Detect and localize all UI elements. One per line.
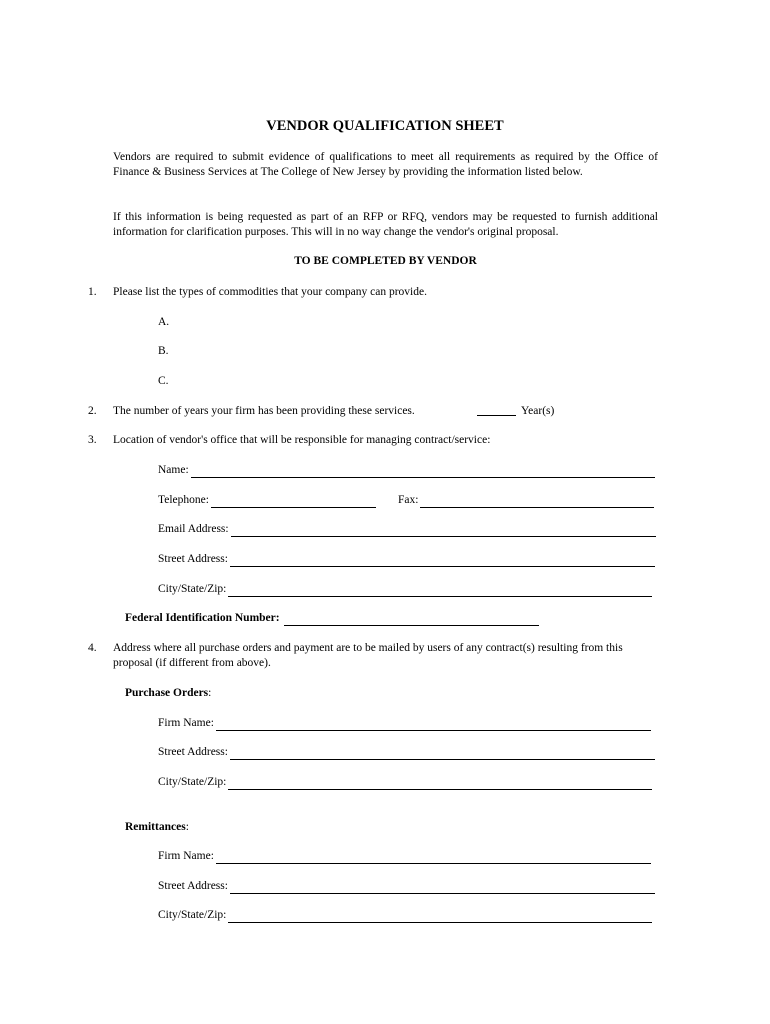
purchase-orders-heading-text: Purchase Orders bbox=[125, 687, 209, 699]
fax-row bbox=[398, 493, 654, 508]
rem-street-label: Street Address: bbox=[158, 880, 228, 892]
telephone-row bbox=[158, 493, 376, 508]
intro-paragraph-2: If this information is being requested as part of an RFP or RFQ, vendors may be requested to furnish additional information for clarification purposes. This will in no way change the vendor's original proposal. bbox=[113, 211, 658, 238]
q1-number: 1. bbox=[88, 286, 97, 298]
po-street-field[interactable] bbox=[230, 748, 655, 760]
city-row bbox=[158, 582, 652, 597]
po-street-label: Street Address: bbox=[158, 746, 228, 758]
q3-number: 3. bbox=[88, 434, 97, 446]
street-row bbox=[158, 552, 655, 567]
po-street-row bbox=[158, 745, 655, 760]
rem-street-field[interactable] bbox=[230, 882, 655, 894]
fax-field[interactable] bbox=[420, 496, 654, 508]
rem-street-row bbox=[158, 879, 655, 894]
po-firm-row bbox=[158, 716, 651, 731]
q2-text: The number of years your firm has been providing these services. bbox=[113, 405, 415, 417]
rem-firm-row bbox=[158, 849, 651, 864]
street-label: Street Address: bbox=[158, 553, 228, 565]
rem-city-field[interactable] bbox=[228, 911, 652, 923]
fein-field[interactable] bbox=[284, 614, 539, 626]
section-heading: TO BE COMPLETED BY VENDOR bbox=[294, 255, 477, 267]
years-field[interactable] bbox=[477, 404, 516, 416]
purchase-orders-heading: Purchase Orders: bbox=[125, 687, 212, 699]
q3-text: Location of vendor's office that will be responsible for managing contract/service: bbox=[113, 434, 491, 446]
po-city-field[interactable] bbox=[228, 778, 652, 790]
rem-city-row bbox=[158, 908, 652, 923]
q4-text: Address where all purchase orders and payment are to be mailed by users of any contract(s) resulting from this proposal (if different from above). bbox=[113, 642, 623, 669]
q1-text: Please list the types of commodities that your company can provide. bbox=[113, 286, 427, 298]
office-name-label: Name: bbox=[158, 464, 189, 476]
city-label: City/State/Zip: bbox=[158, 583, 227, 595]
street-field[interactable] bbox=[230, 555, 655, 567]
years-unit-label: Year(s) bbox=[521, 405, 555, 417]
fax-label: Fax: bbox=[398, 494, 419, 506]
fein-row bbox=[125, 611, 539, 626]
email-field[interactable] bbox=[231, 525, 656, 537]
city-field[interactable] bbox=[228, 585, 652, 597]
remittances-heading-text: Remittances bbox=[125, 821, 186, 833]
q2-number: 2. bbox=[88, 405, 97, 417]
q1-item-a[interactable]: A. bbox=[158, 316, 170, 328]
email-label: Email Address: bbox=[158, 523, 229, 535]
po-firm-field[interactable] bbox=[216, 719, 651, 731]
telephone-label: Telephone: bbox=[158, 494, 209, 506]
telephone-field[interactable] bbox=[211, 496, 376, 508]
intro-paragraph-1: Vendors are required to submit evidence of qualifications to meet all requirements as required by the Office of Finance & Business Services at The College of New Jersey by providing the information listed below. bbox=[113, 151, 658, 178]
rem-firm-label: Firm Name: bbox=[158, 850, 214, 862]
fein-label: Federal Identification Number: bbox=[125, 612, 280, 624]
remittances-heading: Remittances: bbox=[125, 821, 189, 833]
po-city-label: City/State/Zip: bbox=[158, 776, 227, 788]
document-title: VENDOR QUALIFICATION SHEET bbox=[266, 118, 504, 134]
q4-number: 4. bbox=[88, 642, 97, 654]
po-city-row bbox=[158, 775, 652, 790]
email-row bbox=[158, 522, 656, 537]
q1-item-c[interactable]: C. bbox=[158, 375, 169, 387]
rem-city-label: City/State/Zip: bbox=[158, 909, 227, 921]
rem-firm-field[interactable] bbox=[216, 852, 651, 864]
q1-item-b[interactable]: B. bbox=[158, 345, 169, 357]
office-name-field[interactable] bbox=[191, 466, 655, 478]
po-firm-label: Firm Name: bbox=[158, 717, 214, 729]
office-name-row bbox=[158, 463, 655, 478]
